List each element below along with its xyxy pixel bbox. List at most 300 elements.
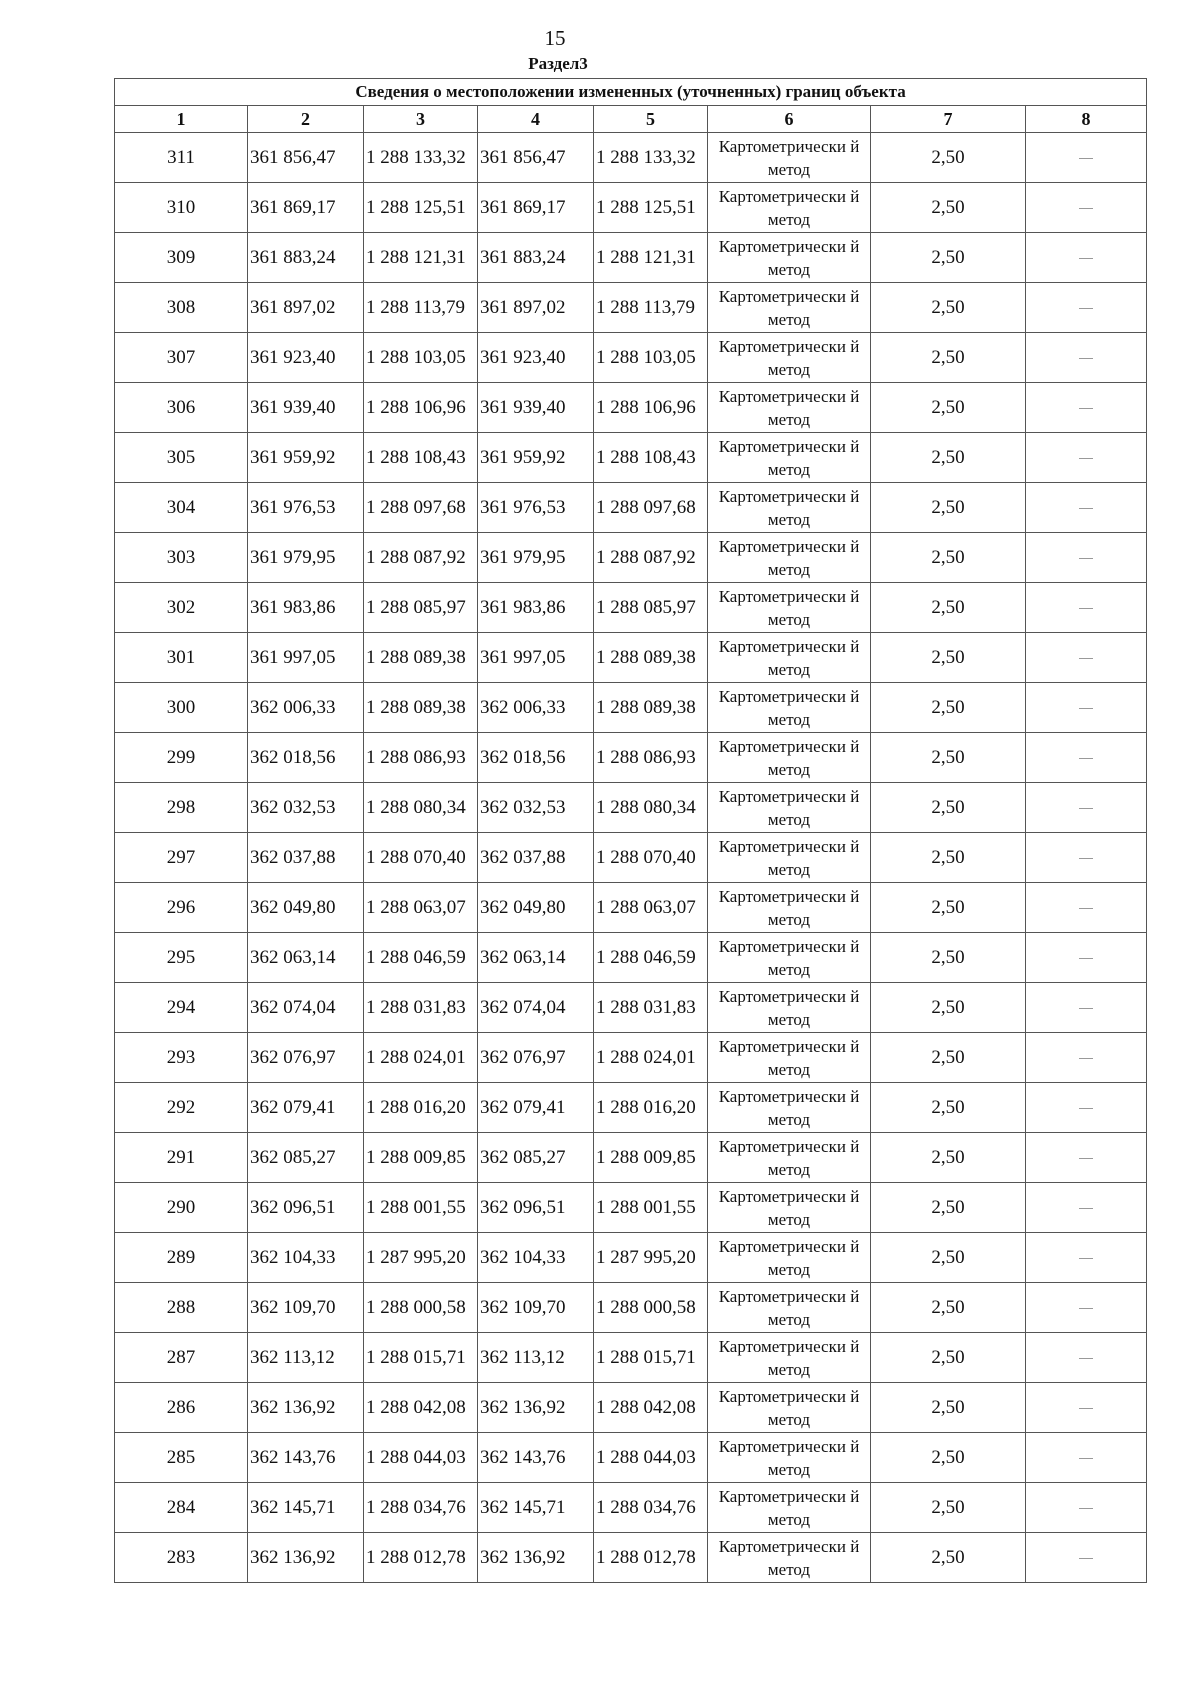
accuracy-cell: 2,50 bbox=[871, 133, 1026, 183]
point-number-cell: 288 bbox=[115, 1283, 248, 1333]
y-coordinate-existing-cell: 1 288 046,59 bbox=[364, 933, 478, 983]
y-coordinate-refined-cell: 1 288 108,43 bbox=[594, 433, 708, 483]
point-number-cell: 298 bbox=[115, 783, 248, 833]
determination-method-cell: Картометрически й метод bbox=[708, 333, 871, 383]
empty-dash-mark bbox=[1079, 658, 1093, 659]
y-coordinate-refined-cell: 1 288 009,85 bbox=[594, 1133, 708, 1183]
empty-value-cell bbox=[1026, 483, 1147, 533]
x-coordinate-existing-cell: 362 018,56 bbox=[248, 733, 364, 783]
determination-method-cell: Картометрически й метод bbox=[708, 133, 871, 183]
x-coordinate-refined-cell: 362 136,92 bbox=[478, 1383, 594, 1433]
y-coordinate-refined-cell: 1 288 097,68 bbox=[594, 483, 708, 533]
y-coordinate-refined-cell: 1 288 000,58 bbox=[594, 1283, 708, 1333]
x-coordinate-existing-cell: 362 032,53 bbox=[248, 783, 364, 833]
table-row bbox=[115, 1033, 1147, 1083]
x-coordinate-refined-cell: 362 006,33 bbox=[478, 683, 594, 733]
determination-method-cell: Картометрически й метод bbox=[708, 733, 871, 783]
point-number-cell: 310 bbox=[115, 183, 248, 233]
point-number-cell: 301 bbox=[115, 633, 248, 683]
y-coordinate-refined-cell: 1 288 086,93 bbox=[594, 733, 708, 783]
empty-dash-mark bbox=[1079, 1358, 1093, 1359]
y-coordinate-existing-cell: 1 288 016,20 bbox=[364, 1083, 478, 1133]
empty-dash-mark bbox=[1079, 708, 1093, 709]
x-coordinate-refined-cell: 361 939,40 bbox=[478, 383, 594, 433]
determination-method-cell: Картометрически й метод bbox=[708, 583, 871, 633]
determination-method-cell: Картометрически й метод bbox=[708, 483, 871, 533]
empty-value-cell bbox=[1026, 1383, 1147, 1433]
determination-method-cell: Картометрически й метод bbox=[708, 1083, 871, 1133]
x-coordinate-refined-cell: 362 104,33 bbox=[478, 1233, 594, 1283]
x-coordinate-refined-cell: 361 979,95 bbox=[478, 533, 594, 583]
empty-dash-mark bbox=[1079, 808, 1093, 809]
table-row bbox=[115, 183, 1147, 233]
y-coordinate-refined-cell: 1 288 080,34 bbox=[594, 783, 708, 833]
point-number-cell: 300 bbox=[115, 683, 248, 733]
x-coordinate-existing-cell: 361 939,40 bbox=[248, 383, 364, 433]
y-coordinate-refined-cell: 1 288 103,05 bbox=[594, 333, 708, 383]
y-coordinate-existing-cell: 1 288 103,05 bbox=[364, 333, 478, 383]
determination-method-cell: Картометрически й метод bbox=[708, 183, 871, 233]
empty-value-cell bbox=[1026, 733, 1147, 783]
x-coordinate-existing-cell: 361 923,40 bbox=[248, 333, 364, 383]
determination-method-cell: Картометрически й метод bbox=[708, 1233, 871, 1283]
table-row bbox=[115, 483, 1147, 533]
column-header-5: 5 bbox=[594, 106, 708, 133]
accuracy-cell: 2,50 bbox=[871, 1033, 1026, 1083]
x-coordinate-refined-cell: 362 096,51 bbox=[478, 1183, 594, 1233]
y-coordinate-refined-cell: 1 288 042,08 bbox=[594, 1383, 708, 1433]
empty-dash-mark bbox=[1079, 308, 1093, 309]
empty-value-cell bbox=[1026, 883, 1147, 933]
empty-value-cell bbox=[1026, 1183, 1147, 1233]
empty-value-cell bbox=[1026, 1333, 1147, 1383]
y-coordinate-existing-cell: 1 288 080,34 bbox=[364, 783, 478, 833]
table-row bbox=[115, 883, 1147, 933]
x-coordinate-refined-cell: 362 079,41 bbox=[478, 1083, 594, 1133]
table-row bbox=[115, 1533, 1147, 1583]
empty-value-cell bbox=[1026, 533, 1147, 583]
y-coordinate-existing-cell: 1 288 034,76 bbox=[364, 1483, 478, 1533]
empty-dash-mark bbox=[1079, 1308, 1093, 1309]
x-coordinate-refined-cell: 361 897,02 bbox=[478, 283, 594, 333]
y-coordinate-existing-cell: 1 288 113,79 bbox=[364, 283, 478, 333]
table-row bbox=[115, 1183, 1147, 1233]
empty-value-cell bbox=[1026, 1433, 1147, 1483]
y-coordinate-refined-cell: 1 287 995,20 bbox=[594, 1233, 708, 1283]
empty-dash-mark bbox=[1079, 408, 1093, 409]
determination-method-cell: Картометрически й метод bbox=[708, 1383, 871, 1433]
empty-value-cell bbox=[1026, 683, 1147, 733]
point-number-cell: 306 bbox=[115, 383, 248, 433]
y-coordinate-refined-cell: 1 288 046,59 bbox=[594, 933, 708, 983]
y-coordinate-refined-cell: 1 288 089,38 bbox=[594, 683, 708, 733]
table-row bbox=[115, 433, 1147, 483]
x-coordinate-existing-cell: 362 074,04 bbox=[248, 983, 364, 1033]
column-header-7: 7 bbox=[871, 106, 1026, 133]
point-number-cell: 308 bbox=[115, 283, 248, 333]
y-coordinate-refined-cell: 1 288 089,38 bbox=[594, 633, 708, 683]
table-row bbox=[115, 833, 1147, 883]
table-row bbox=[115, 1133, 1147, 1183]
y-coordinate-existing-cell: 1 288 097,68 bbox=[364, 483, 478, 533]
y-coordinate-existing-cell: 1 287 995,20 bbox=[364, 1233, 478, 1283]
table-body bbox=[115, 133, 1147, 1583]
determination-method-cell: Картометрически й метод bbox=[708, 1183, 871, 1233]
empty-value-cell bbox=[1026, 633, 1147, 683]
point-number-cell: 283 bbox=[115, 1533, 248, 1583]
empty-value-cell bbox=[1026, 583, 1147, 633]
y-coordinate-existing-cell: 1 288 042,08 bbox=[364, 1383, 478, 1433]
empty-value-cell bbox=[1026, 1483, 1147, 1533]
x-coordinate-refined-cell: 362 049,80 bbox=[478, 883, 594, 933]
point-number-cell: 287 bbox=[115, 1333, 248, 1383]
x-coordinate-existing-cell: 361 869,17 bbox=[248, 183, 364, 233]
x-coordinate-existing-cell: 362 076,97 bbox=[248, 1033, 364, 1083]
y-coordinate-refined-cell: 1 288 024,01 bbox=[594, 1033, 708, 1083]
table-row bbox=[115, 233, 1147, 283]
determination-method-cell: Картометрически й метод bbox=[708, 683, 871, 733]
y-coordinate-existing-cell: 1 288 001,55 bbox=[364, 1183, 478, 1233]
determination-method-cell: Картометрически й метод bbox=[708, 883, 871, 933]
x-coordinate-existing-cell: 362 085,27 bbox=[248, 1133, 364, 1183]
x-coordinate-existing-cell: 362 136,92 bbox=[248, 1533, 364, 1583]
point-number-cell: 284 bbox=[115, 1483, 248, 1533]
y-coordinate-refined-cell: 1 288 034,76 bbox=[594, 1483, 708, 1533]
point-number-cell: 305 bbox=[115, 433, 248, 483]
accuracy-cell: 2,50 bbox=[871, 1333, 1026, 1383]
x-coordinate-refined-cell: 361 923,40 bbox=[478, 333, 594, 383]
x-coordinate-existing-cell: 362 113,12 bbox=[248, 1333, 364, 1383]
accuracy-cell: 2,50 bbox=[871, 1133, 1026, 1183]
x-coordinate-existing-cell: 362 136,92 bbox=[248, 1383, 364, 1433]
table-row bbox=[115, 933, 1147, 983]
x-coordinate-refined-cell: 361 976,53 bbox=[478, 483, 594, 533]
empty-dash-mark bbox=[1079, 458, 1093, 459]
x-coordinate-existing-cell: 361 883,24 bbox=[248, 233, 364, 283]
y-coordinate-existing-cell: 1 288 015,71 bbox=[364, 1333, 478, 1383]
determination-method-cell: Картометрически й метод bbox=[708, 383, 871, 433]
determination-method-cell: Картометрически й метод bbox=[708, 833, 871, 883]
point-number-cell: 307 bbox=[115, 333, 248, 383]
determination-method-cell: Картометрически й метод bbox=[708, 633, 871, 683]
accuracy-cell: 2,50 bbox=[871, 1233, 1026, 1283]
table-row bbox=[115, 733, 1147, 783]
x-coordinate-existing-cell: 362 063,14 bbox=[248, 933, 364, 983]
table-row bbox=[115, 783, 1147, 833]
empty-value-cell bbox=[1026, 1283, 1147, 1333]
y-coordinate-existing-cell: 1 288 063,07 bbox=[364, 883, 478, 933]
y-coordinate-refined-cell: 1 288 121,31 bbox=[594, 233, 708, 283]
determination-method-cell: Картометрически й метод bbox=[708, 1483, 871, 1533]
y-coordinate-refined-cell: 1 288 070,40 bbox=[594, 833, 708, 883]
column-header-6: 6 bbox=[708, 106, 871, 133]
accuracy-cell: 2,50 bbox=[871, 333, 1026, 383]
column-header-3: 3 bbox=[364, 106, 478, 133]
empty-value-cell bbox=[1026, 333, 1147, 383]
y-coordinate-refined-cell: 1 288 113,79 bbox=[594, 283, 708, 333]
x-coordinate-existing-cell: 361 979,95 bbox=[248, 533, 364, 583]
y-coordinate-existing-cell: 1 288 106,96 bbox=[364, 383, 478, 433]
y-coordinate-refined-cell: 1 288 087,92 bbox=[594, 533, 708, 583]
empty-value-cell bbox=[1026, 1033, 1147, 1083]
empty-dash-mark bbox=[1079, 1258, 1093, 1259]
y-coordinate-refined-cell: 1 288 016,20 bbox=[594, 1083, 708, 1133]
point-number-cell: 299 bbox=[115, 733, 248, 783]
accuracy-cell: 2,50 bbox=[871, 733, 1026, 783]
accuracy-cell: 2,50 bbox=[871, 1283, 1026, 1333]
x-coordinate-refined-cell: 361 869,17 bbox=[478, 183, 594, 233]
accuracy-cell: 2,50 bbox=[871, 1083, 1026, 1133]
x-coordinate-refined-cell: 361 883,24 bbox=[478, 233, 594, 283]
accuracy-cell: 2,50 bbox=[871, 583, 1026, 633]
accuracy-cell: 2,50 bbox=[871, 983, 1026, 1033]
y-coordinate-existing-cell: 1 288 009,85 bbox=[364, 1133, 478, 1183]
empty-dash-mark bbox=[1079, 158, 1093, 159]
column-header-4: 4 bbox=[478, 106, 594, 133]
column-header-8: 8 bbox=[1026, 106, 1147, 133]
empty-dash-mark bbox=[1079, 908, 1093, 909]
table-row bbox=[115, 383, 1147, 433]
y-coordinate-existing-cell: 1 288 133,32 bbox=[364, 133, 478, 183]
empty-dash-mark bbox=[1079, 858, 1093, 859]
x-coordinate-refined-cell: 362 074,04 bbox=[478, 983, 594, 1033]
point-number-cell: 303 bbox=[115, 533, 248, 583]
empty-dash-mark bbox=[1079, 1108, 1093, 1109]
empty-dash-mark bbox=[1079, 1558, 1093, 1559]
x-coordinate-refined-cell: 362 037,88 bbox=[478, 833, 594, 883]
x-coordinate-existing-cell: 361 856,47 bbox=[248, 133, 364, 183]
x-coordinate-existing-cell: 362 006,33 bbox=[248, 683, 364, 733]
empty-value-cell bbox=[1026, 1133, 1147, 1183]
point-number-cell: 286 bbox=[115, 1383, 248, 1433]
determination-method-cell: Картометрически й метод bbox=[708, 1033, 871, 1083]
y-coordinate-existing-cell: 1 288 089,38 bbox=[364, 633, 478, 683]
accuracy-cell: 2,50 bbox=[871, 1533, 1026, 1583]
point-number-cell: 304 bbox=[115, 483, 248, 533]
determination-method-cell: Картометрически й метод bbox=[708, 1533, 871, 1583]
accuracy-cell: 2,50 bbox=[871, 833, 1026, 883]
table-row bbox=[115, 533, 1147, 583]
point-number-cell: 293 bbox=[115, 1033, 248, 1083]
y-coordinate-existing-cell: 1 288 000,58 bbox=[364, 1283, 478, 1333]
empty-dash-mark bbox=[1079, 758, 1093, 759]
point-number-cell: 285 bbox=[115, 1433, 248, 1483]
y-coordinate-existing-cell: 1 288 089,38 bbox=[364, 683, 478, 733]
empty-dash-mark bbox=[1079, 1458, 1093, 1459]
table-row bbox=[115, 983, 1147, 1033]
x-coordinate-refined-cell: 362 113,12 bbox=[478, 1333, 594, 1383]
accuracy-cell: 2,50 bbox=[871, 483, 1026, 533]
determination-method-cell: Картометрически й метод bbox=[708, 1283, 871, 1333]
point-number-cell: 302 bbox=[115, 583, 248, 633]
column-header-1: 1 bbox=[115, 106, 248, 133]
x-coordinate-refined-cell: 361 997,05 bbox=[478, 633, 594, 683]
point-number-cell: 290 bbox=[115, 1183, 248, 1233]
y-coordinate-refined-cell: 1 288 063,07 bbox=[594, 883, 708, 933]
empty-dash-mark bbox=[1079, 208, 1093, 209]
empty-value-cell bbox=[1026, 383, 1147, 433]
accuracy-cell: 2,50 bbox=[871, 783, 1026, 833]
table-row bbox=[115, 133, 1147, 183]
table-row bbox=[115, 683, 1147, 733]
table-row bbox=[115, 633, 1147, 683]
accuracy-cell: 2,50 bbox=[871, 1433, 1026, 1483]
empty-dash-mark bbox=[1079, 1408, 1093, 1409]
empty-dash-mark bbox=[1079, 1208, 1093, 1209]
point-number-cell: 292 bbox=[115, 1083, 248, 1133]
x-coordinate-existing-cell: 361 897,02 bbox=[248, 283, 364, 333]
point-number-cell: 311 bbox=[115, 133, 248, 183]
empty-value-cell bbox=[1026, 1233, 1147, 1283]
x-coordinate-existing-cell: 361 959,92 bbox=[248, 433, 364, 483]
empty-dash-mark bbox=[1079, 1058, 1093, 1059]
coordinates-table bbox=[114, 78, 1147, 1583]
column-number-row bbox=[115, 106, 1147, 133]
y-coordinate-refined-cell: 1 288 001,55 bbox=[594, 1183, 708, 1233]
point-number-cell: 309 bbox=[115, 233, 248, 283]
accuracy-cell: 2,50 bbox=[871, 433, 1026, 483]
determination-method-cell: Картометрически й метод bbox=[708, 533, 871, 583]
empty-dash-mark bbox=[1079, 258, 1093, 259]
y-coordinate-existing-cell: 1 288 012,78 bbox=[364, 1533, 478, 1583]
y-coordinate-existing-cell: 1 288 085,97 bbox=[364, 583, 478, 633]
x-coordinate-existing-cell: 361 976,53 bbox=[248, 483, 364, 533]
empty-dash-mark bbox=[1079, 1508, 1093, 1509]
x-coordinate-existing-cell: 361 997,05 bbox=[248, 633, 364, 683]
point-number-cell: 291 bbox=[115, 1133, 248, 1183]
empty-value-cell bbox=[1026, 283, 1147, 333]
accuracy-cell: 2,50 bbox=[871, 883, 1026, 933]
y-coordinate-existing-cell: 1 288 086,93 bbox=[364, 733, 478, 783]
empty-dash-mark bbox=[1079, 508, 1093, 509]
table-row bbox=[115, 1083, 1147, 1133]
table-row bbox=[115, 583, 1147, 633]
table-row bbox=[115, 283, 1147, 333]
empty-value-cell bbox=[1026, 783, 1147, 833]
x-coordinate-existing-cell: 362 109,70 bbox=[248, 1283, 364, 1333]
accuracy-cell: 2,50 bbox=[871, 283, 1026, 333]
empty-dash-mark bbox=[1079, 608, 1093, 609]
determination-method-cell: Картометрически й метод bbox=[708, 433, 871, 483]
y-coordinate-existing-cell: 1 288 125,51 bbox=[364, 183, 478, 233]
x-coordinate-refined-cell: 362 143,76 bbox=[478, 1433, 594, 1483]
accuracy-cell: 2,50 bbox=[871, 933, 1026, 983]
table-row bbox=[115, 1333, 1147, 1383]
determination-method-cell: Картометрически й метод bbox=[708, 983, 871, 1033]
empty-dash-mark bbox=[1079, 1158, 1093, 1159]
point-number-cell: 297 bbox=[115, 833, 248, 883]
y-coordinate-refined-cell: 1 288 106,96 bbox=[594, 383, 708, 433]
accuracy-cell: 2,50 bbox=[871, 1383, 1026, 1433]
x-coordinate-existing-cell: 362 104,33 bbox=[248, 1233, 364, 1283]
point-number-cell: 295 bbox=[115, 933, 248, 983]
x-coordinate-existing-cell: 362 049,80 bbox=[248, 883, 364, 933]
empty-value-cell bbox=[1026, 1533, 1147, 1583]
determination-method-cell: Картометрически й метод bbox=[708, 783, 871, 833]
x-coordinate-refined-cell: 362 076,97 bbox=[478, 1033, 594, 1083]
section-title: Раздел3 bbox=[528, 54, 588, 73]
empty-value-cell bbox=[1026, 183, 1147, 233]
y-coordinate-refined-cell: 1 288 044,03 bbox=[594, 1433, 708, 1483]
determination-method-cell: Картометрически й метод bbox=[708, 933, 871, 983]
table-row bbox=[115, 1383, 1147, 1433]
empty-value-cell bbox=[1026, 433, 1147, 483]
empty-value-cell bbox=[1026, 983, 1147, 1033]
empty-value-cell bbox=[1026, 133, 1147, 183]
y-coordinate-existing-cell: 1 288 087,92 bbox=[364, 533, 478, 583]
empty-value-cell bbox=[1026, 933, 1147, 983]
determination-method-cell: Картометрически й метод bbox=[708, 283, 871, 333]
table-row bbox=[115, 1283, 1147, 1333]
accuracy-cell: 2,50 bbox=[871, 383, 1026, 433]
x-coordinate-refined-cell: 361 856,47 bbox=[478, 133, 594, 183]
table-caption: Сведения о местоположении измененных (уточненных) границ объекта bbox=[115, 79, 1147, 106]
y-coordinate-existing-cell: 1 288 108,43 bbox=[364, 433, 478, 483]
x-coordinate-refined-cell: 362 018,56 bbox=[478, 733, 594, 783]
table-row bbox=[115, 1233, 1147, 1283]
accuracy-cell: 2,50 bbox=[871, 683, 1026, 733]
empty-dash-mark bbox=[1079, 958, 1093, 959]
y-coordinate-refined-cell: 1 288 031,83 bbox=[594, 983, 708, 1033]
x-coordinate-existing-cell: 362 079,41 bbox=[248, 1083, 364, 1133]
x-coordinate-refined-cell: 362 136,92 bbox=[478, 1533, 594, 1583]
determination-method-cell: Картометрически й метод bbox=[708, 1133, 871, 1183]
empty-dash-mark bbox=[1079, 558, 1093, 559]
empty-dash-mark bbox=[1079, 358, 1093, 359]
x-coordinate-refined-cell: 362 063,14 bbox=[478, 933, 594, 983]
empty-value-cell bbox=[1026, 833, 1147, 883]
column-header-2: 2 bbox=[248, 106, 364, 133]
accuracy-cell: 2,50 bbox=[871, 183, 1026, 233]
determination-method-cell: Картометрически й метод bbox=[708, 1333, 871, 1383]
x-coordinate-existing-cell: 362 143,76 bbox=[248, 1433, 364, 1483]
y-coordinate-existing-cell: 1 288 070,40 bbox=[364, 833, 478, 883]
x-coordinate-refined-cell: 362 145,71 bbox=[478, 1483, 594, 1533]
y-coordinate-refined-cell: 1 288 015,71 bbox=[594, 1333, 708, 1383]
page-number: 15 bbox=[544, 26, 566, 50]
accuracy-cell: 2,50 bbox=[871, 633, 1026, 683]
accuracy-cell: 2,50 bbox=[871, 1183, 1026, 1233]
empty-dash-mark bbox=[1079, 1008, 1093, 1009]
accuracy-cell: 2,50 bbox=[871, 533, 1026, 583]
accuracy-cell: 2,50 bbox=[871, 1483, 1026, 1533]
y-coordinate-refined-cell: 1 288 085,97 bbox=[594, 583, 708, 633]
x-coordinate-existing-cell: 362 145,71 bbox=[248, 1483, 364, 1533]
table-row bbox=[115, 333, 1147, 383]
point-number-cell: 296 bbox=[115, 883, 248, 933]
accuracy-cell: 2,50 bbox=[871, 233, 1026, 283]
x-coordinate-refined-cell: 362 109,70 bbox=[478, 1283, 594, 1333]
determination-method-cell: Картометрически й метод bbox=[708, 233, 871, 283]
x-coordinate-refined-cell: 361 983,86 bbox=[478, 583, 594, 633]
y-coordinate-existing-cell: 1 288 121,31 bbox=[364, 233, 478, 283]
y-coordinate-refined-cell: 1 288 125,51 bbox=[594, 183, 708, 233]
y-coordinate-refined-cell: 1 288 133,32 bbox=[594, 133, 708, 183]
x-coordinate-existing-cell: 362 037,88 bbox=[248, 833, 364, 883]
x-coordinate-refined-cell: 362 032,53 bbox=[478, 783, 594, 833]
y-coordinate-existing-cell: 1 288 031,83 bbox=[364, 983, 478, 1033]
point-number-cell: 289 bbox=[115, 1233, 248, 1283]
x-coordinate-refined-cell: 361 959,92 bbox=[478, 433, 594, 483]
y-coordinate-existing-cell: 1 288 044,03 bbox=[364, 1433, 478, 1483]
x-coordinate-existing-cell: 361 983,86 bbox=[248, 583, 364, 633]
table-row bbox=[115, 1483, 1147, 1533]
empty-value-cell bbox=[1026, 233, 1147, 283]
point-number-cell: 294 bbox=[115, 983, 248, 1033]
x-coordinate-refined-cell: 362 085,27 bbox=[478, 1133, 594, 1183]
x-coordinate-existing-cell: 362 096,51 bbox=[248, 1183, 364, 1233]
empty-value-cell bbox=[1026, 1083, 1147, 1133]
